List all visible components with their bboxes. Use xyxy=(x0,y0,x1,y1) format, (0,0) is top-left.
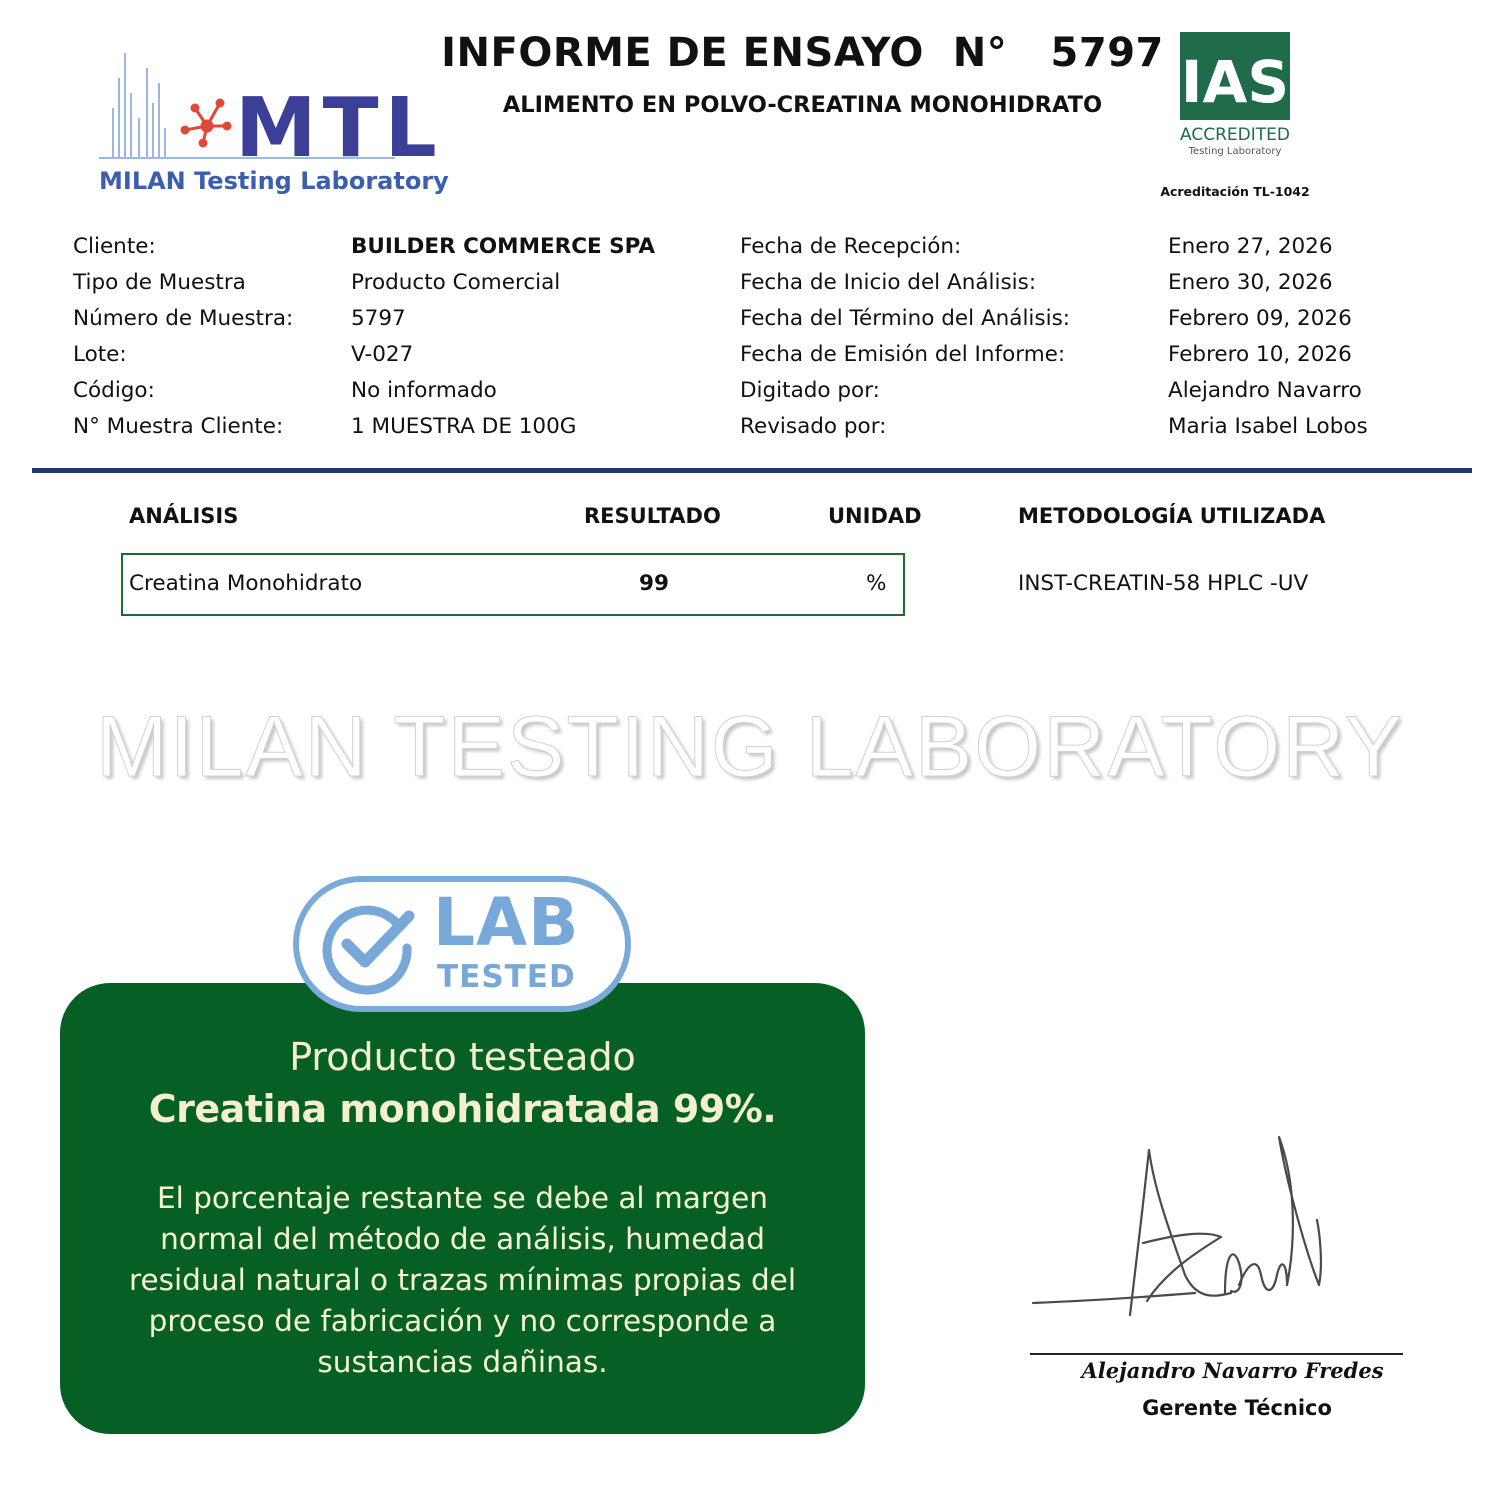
info-label-sample-number: Número de Muestra: xyxy=(73,306,294,331)
signature-line xyxy=(1030,1353,1403,1355)
panel-disclaimer: El porcentaje restante se debe al margen normal del método de análisis, humedad residual natural o trazas mínimas propias del proceso de fabricación y no corresponde a sustancias dañinas. xyxy=(128,1181,797,1379)
check-circle-icon xyxy=(321,896,417,992)
info-value-end-date: Febrero 09, 2026 xyxy=(1168,306,1352,331)
info-value-code: No informado xyxy=(351,378,497,403)
info-value-sample-number: 5797 xyxy=(351,306,406,331)
ias-accredited-label: ACCREDITED xyxy=(1180,125,1290,145)
info-value-sample-type: Producto Comercial xyxy=(351,270,561,295)
report-subtitle: ALIMENTO EN POLVO-CREATINA MONOHIDRATO xyxy=(502,92,1103,118)
info-value-typed-by: Alejandro Navarro xyxy=(1168,378,1362,403)
ias-accreditation-badge xyxy=(1160,30,1310,165)
info-label-sample-type: Tipo de Muestra xyxy=(73,270,246,295)
badge-lab-text: LAB xyxy=(433,884,580,961)
info-value-client-sample: 1 MUESTRA DE 100G xyxy=(351,414,577,439)
col-header-method: METODOLOGÍA UTILIZADA xyxy=(1018,504,1326,528)
panel-heading: Producto testeado xyxy=(289,1035,636,1079)
info-value-start-date: Enero 30, 2026 xyxy=(1168,270,1333,295)
report-title: INFORME DE ENSAYO N° 5797 xyxy=(441,30,1164,76)
info-value-reception-date: Enero 27, 2026 xyxy=(1168,234,1333,259)
col-header-analysis: ANÁLISIS xyxy=(129,504,239,528)
info-label-issue-date: Fecha de Emisión del Informe: xyxy=(740,342,1066,367)
handwritten-signature xyxy=(1025,1125,1425,1335)
info-label-typed-by: Digitado por: xyxy=(740,378,880,403)
info-label-reviewed-by: Revisado por: xyxy=(740,414,887,439)
logo-subtitle: MILAN Testing Laboratory xyxy=(99,167,449,195)
cell-analysis: Creatina Monohidrato xyxy=(129,571,363,596)
ias-sub-label: Testing Laboratory xyxy=(1188,146,1282,157)
watermark: MILAN TESTING LABORATORY xyxy=(95,699,1405,795)
signer-name: Alejandro Navarro Fredes xyxy=(1081,1358,1384,1383)
cell-unit: % xyxy=(866,571,887,596)
ias-mark: IAS xyxy=(1180,48,1290,116)
signer-role: Gerente Técnico xyxy=(1142,1396,1332,1420)
mtl-logo xyxy=(95,48,449,198)
section-divider xyxy=(32,468,1472,473)
info-value-client: BUILDER COMMERCE SPA xyxy=(351,234,656,259)
info-label-client: Cliente: xyxy=(73,234,156,259)
info-label-client-sample: N° Muestra Cliente: xyxy=(73,414,284,439)
badge-tested-text: TESTED xyxy=(437,959,576,995)
cell-result: 99 xyxy=(639,571,669,596)
lab-tested-badge xyxy=(293,876,631,1012)
info-label-end-date: Fecha del Término del Análisis: xyxy=(740,306,1071,331)
info-value-issue-date: Febrero 10, 2026 xyxy=(1168,342,1352,367)
info-label-code: Código: xyxy=(73,378,155,403)
col-header-unit: UNIDAD xyxy=(828,504,922,528)
info-value-reviewed-by: Maria Isabel Lobos xyxy=(1168,414,1368,439)
cell-method: INST-CREATIN-58 HPLC -UV xyxy=(1018,571,1309,596)
accreditation-text: Acreditación TL-1042 xyxy=(1160,184,1310,199)
col-header-result: RESULTADO xyxy=(584,504,721,528)
info-value-lot: V-027 xyxy=(351,342,414,367)
info-label-start-date: Fecha de Inicio del Análisis: xyxy=(740,270,1037,295)
mtl-logo-graphic xyxy=(95,48,449,198)
panel-highlight: Creatina monohidratada 99%. xyxy=(148,1087,777,1131)
info-label-lot: Lote: xyxy=(73,342,127,367)
logo-mark: MTL xyxy=(235,81,443,176)
info-label-reception-date: Fecha de Recepción: xyxy=(740,234,962,259)
